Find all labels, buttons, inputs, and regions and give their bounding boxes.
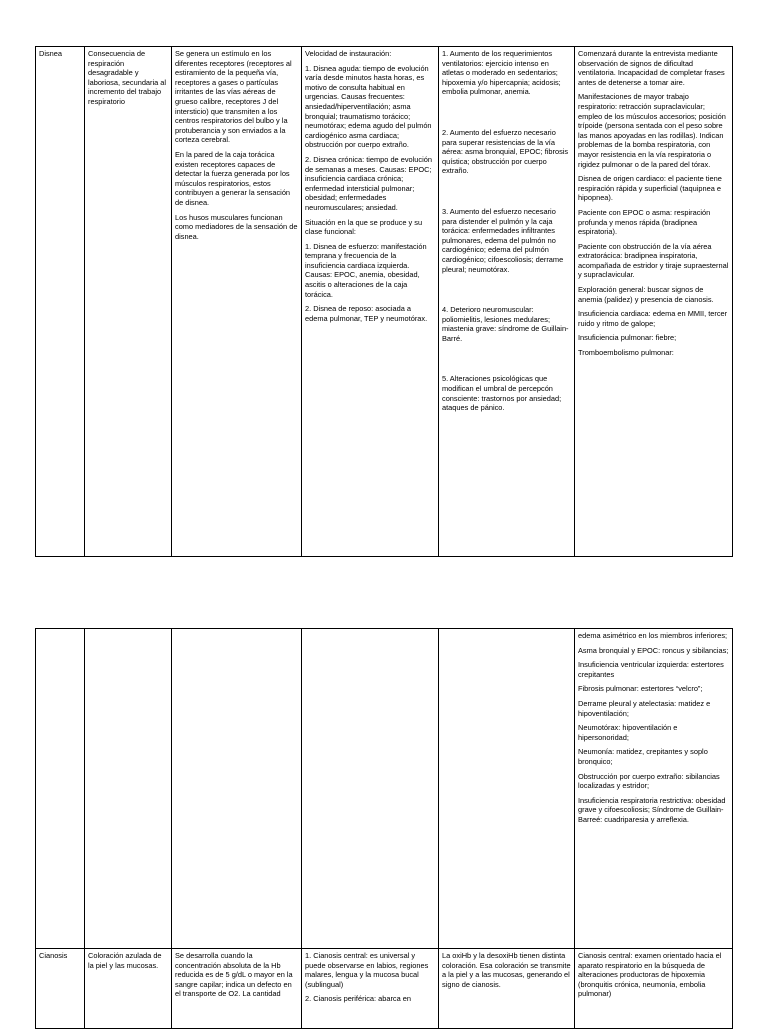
table-row-disnea-continued: [36, 629, 733, 949]
paragraph: 2. Disnea crónica: tiempo de evolución de semanas a meses. Causas: EPOC; insuficiencia cardiaca crónica; enfermedad intersticial pulmonar; obesidad; enfermedades neuromusculares; ansiedad.: [305, 154, 432, 212]
paragraph: 1. Aumento de los requerimientos ventilatorios: ejercicio intenso en atletas o moderado en sedentarios; hipoxemia y/o hipercapnia; acidosis; embolia pulmonar, anemia.: [442, 49, 561, 97]
paragraph: Insuficiencia ventricular izquierda: estertores crepitantes: [578, 660, 724, 679]
paragraph: Manifestaciones de mayor trabajo respiratorio: retracción supraclavicular; empleo de los músculos accesorios; posición trípoide (persona sentada con el peso sobre las manos apoyadas en las rodillas). Indican problemas de la bomba respiratoria, con mayor resistencia en la vía respiratoria o rigidez pulmonar o de la pared del tórax.: [578, 92, 726, 169]
paragraph: Los husos musculares funcionan como mediadores de la sensación de disnea.: [175, 212, 298, 241]
paragraph: Disnea de origen cardiaco: el paciente tiene respiración rápida y superficial (taquipnea e hipopnea).: [578, 174, 722, 203]
definition-text: Consecuencia de respiración desagradable y laboriosa, secundaria al incremento del trabajo respiratorio: [88, 49, 167, 106]
paragraph: 1. Disnea de esfuerzo: manifestación temprana y frecuencia de la insuficiencia cardiaca izquierda. Causas: EPOC, anemia, obesidad, ascitis o alteraciones de la caja torácica.: [305, 241, 427, 299]
cell-empty: [439, 629, 575, 949]
paragraph: Situación en la que se produce y su clase funcional:: [305, 217, 423, 237]
paragraph: Derrame pleural y atelectasia: matidez e hipoventilación;: [578, 698, 711, 718]
table-page-2: [35, 628, 733, 1029]
cell-definition: [85, 47, 172, 557]
table-row-cianosis: [36, 949, 733, 1029]
symptom-name: Cianosis: [39, 951, 68, 960]
cell-exploration: [575, 949, 733, 1029]
paragraph: Asma bronquial y EPOC: roncus y sibilancias;: [578, 645, 729, 655]
paragraph: Exploración general: buscar signos de anemia (palidez) y presencia de cianosis.: [578, 285, 714, 304]
table-row-disnea: [36, 47, 733, 557]
paragraph: Insuficiencia pulmonar: fiebre;: [578, 333, 677, 343]
paragraph: 4. Deterioro neuromuscular: poliomielitis, lesiones medulares; miastenia grave: síndrome de Guillain-Barré.: [442, 305, 569, 343]
cell-definition: [85, 949, 172, 1029]
paragraph: edema asimétrico en los miembros inferiores;: [578, 631, 728, 640]
paragraph: Neumonía: matidez, crepitantes y soplo bronquico;: [578, 747, 708, 766]
cell-causes: [439, 47, 575, 557]
cell-causes: [439, 949, 575, 1029]
cell-exploration: [575, 47, 733, 557]
paragraph: 5. Alteraciones psicológicas que modifican el umbral de percepcón consciente: trastornos por ansiedad; ataques de pánico.: [442, 374, 562, 413]
paragraph: Se desarrolla cuando la concentración absoluta de la Hb reducida es de 5 g/dL o mayor en la sangre capilar; indica un defecto en el transporte de O2. La cantidad: [175, 951, 293, 999]
cell-empty: [85, 629, 172, 949]
cell-classification: [302, 47, 439, 557]
paragraph: Insuficiencia cardiaca: edema en MMII, tercer ruido y ritmo de galope;: [578, 309, 728, 328]
paragraph: Insuficiencia respiratoria restrictiva: obesidad grave y cifoescoliosis; Síndrome de Guillain-Barreé: cuadriparesia y arreflexia.: [578, 795, 726, 824]
paragraph: En la pared de la caja torácica existen receptores capaces de detectar la fuerza generada por los músculos respiratorios, estos contribuyen a generar la sensación de disnea.: [175, 149, 291, 207]
cell-classification: [302, 949, 439, 1029]
paragraph: Obstrucción por cuerpo extraño: sibilancias localizadas y estridor;: [578, 771, 720, 791]
paragraph: 2. Aumento del esfuerzo necesario para superar resistencias de la vía aérea: asma bronquial, EPOC; fibrosis quística; obstrucción por cuerpo extraño.: [442, 127, 569, 176]
paragraph: Se genera un estímulo en los diferentes receptores (receptores al estiramiento de la pequeña vía, receptores a gases o partículas irritantes de las vías aéreas de grueso calibre, receptores J del intersticio) que transmiten a los centros respiratorios del bulbo y la protuberancia y son enviados a la corteza cerebral.: [175, 49, 292, 145]
paragraph: 2. Cianosis periférica: abarca en: [305, 994, 411, 1004]
cell-symptom-name: [36, 47, 85, 557]
cell-empty: [302, 629, 439, 949]
paragraph: Velocidad de instauración:: [305, 49, 392, 58]
paragraph: La oxiHb y la desoxiHb tienen distinta coloración. Esa coloración se transmite a la piel y a las mucosas, generando el signo de cianosis.: [442, 951, 571, 989]
symptom-name: Disnea: [39, 49, 63, 58]
paragraph: Cianosis central: examen orientado hacia el aparato respiratorio en la búsqueda de alteraciones productoras de hipoxemia (bronquitis crónica, neumonía, embolia pulmonar): [578, 951, 722, 999]
cell-symptom-name: [36, 949, 85, 1029]
paragraph: Paciente con EPOC o asma: respiración profunda y menos rápida (bradipnea espiratoria).: [578, 207, 711, 237]
paragraph: Tromboembolismo pulmonar:: [578, 348, 674, 358]
table-page-1: [35, 46, 733, 557]
paragraph: Fibrosis pulmonar: estertores “velcro”;: [578, 684, 703, 694]
cell-empty: [172, 629, 302, 949]
paragraph: 3. Aumento del esfuerzo necesario para distender el pulmón y la caja torácica: enfermedades infiltrantes pulmonares, edema del pulmón no cardiogénico; edema del pulmón cardiogénico; cifoescoliosis; derrame pleural; neumotórax.: [442, 206, 564, 274]
cell-mechanism: [172, 47, 302, 557]
paragraph: 2. Disnea de reposo: asociada a edema pulmonar, TEP y neumotórax.: [305, 304, 428, 323]
cell-mechanism: [172, 949, 302, 1029]
paragraph: 1. Disnea aguda: tiempo de evolución varía desde minutos hasta horas, es motivo de consulta habitual en urgencias. Causas frecuentes: ansiedad/hiperventilación; asma bronquial; traumatismo torácico; neumotórax; edema agudo del pulmón cardiogénico asma cardiaca; obstrucción por cuerpo extraño.: [305, 63, 432, 150]
paragraph: Paciente con obstrucción de la vía aérea extratorácica: bradipnea inspiratoria, acompañada de estridor y tiraje supraesternal y supraclavicular.: [578, 241, 729, 280]
paragraph: 1. Cianosis central: es universal y puede observarse en labios, regiones malares, lengua y la mucosa bucal (sublingual): [305, 951, 429, 989]
paragraph: Neumotórax: hipoventilación e hipersonoridad;: [578, 723, 678, 742]
cell-empty: [36, 629, 85, 949]
cell-exploration-continued: [575, 629, 733, 949]
paragraph: Comenzará durante la entrevista mediante observación de signos de dificultad ventilatoria. Incapacidad de completar frases antes de detenerse a tomar aire.: [578, 49, 725, 87]
definition-text: Coloración azulada de la piel y las mucosas.: [88, 951, 162, 970]
